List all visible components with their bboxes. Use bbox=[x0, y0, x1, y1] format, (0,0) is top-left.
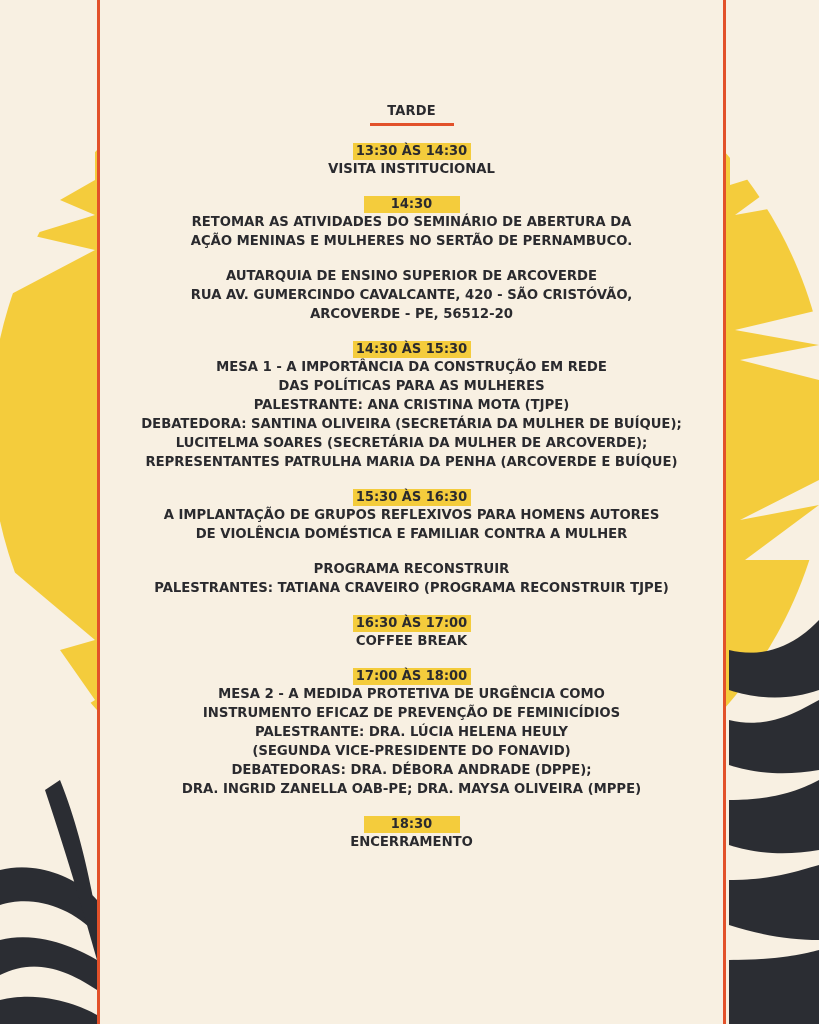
schedule-line: DE VIOLÊNCIA DOMÉSTICA E FAMILIAR CONTRA A MULHER bbox=[195, 527, 628, 542]
schedule-line: AÇÃO MENINAS E MULHERES NO SERTÃO DE PERNAMBUCO. bbox=[190, 234, 633, 249]
schedule-content bbox=[100, 100, 723, 852]
schedule-time-badge: 13:30 ÀS 14:30 bbox=[353, 143, 471, 160]
palm-leaf-right bbox=[729, 620, 819, 1024]
schedule-time-badge: 16:30 ÀS 17:00 bbox=[353, 615, 471, 632]
schedule-item bbox=[100, 140, 723, 179]
schedule-line: VISITA INSTITUCIONAL bbox=[328, 162, 495, 177]
schedule-line: PALESTRANTES: TATIANA CRAVEIRO (PROGRAMA RECONSTRUIR TJPE) bbox=[154, 581, 669, 596]
schedule-list bbox=[100, 140, 723, 852]
schedule-time-badge: 17:00 ÀS 18:00 bbox=[353, 668, 471, 685]
line-spacer bbox=[100, 544, 723, 560]
schedule-line: MESA 2 - A MEDIDA PROTETIVA DE URGÊNCIA COMO bbox=[218, 687, 605, 702]
schedule-line: PALESTRANTE: ANA CRISTINA MOTA (TJPE) bbox=[253, 398, 570, 413]
schedule-line: DEBATEDORAS: DRA. DÉBORA ANDRADE (DPPE); bbox=[231, 763, 592, 778]
schedule-line: PALESTRANTE: DRA. LÚCIA HELENA HEULY bbox=[255, 725, 568, 740]
schedule-time-badge: 18:30 bbox=[364, 816, 460, 833]
schedule-line: AUTARQUIA DE ENSINO SUPERIOR DE ARCOVERDE bbox=[226, 269, 597, 284]
schedule-line: ENCERRAMENTO bbox=[350, 835, 473, 850]
schedule-line: REPRESENTANTES PATRULHA MARIA DA PENHA (ARCOVERDE E BUÍQUE) bbox=[145, 455, 678, 470]
schedule-line: LUCITELMA SOARES (SECRETÁRIA DA MULHER DE ARCOVERDE); bbox=[175, 436, 648, 451]
line-spacer bbox=[100, 251, 723, 267]
schedule-item bbox=[100, 193, 723, 324]
schedule-line: RUA AV. GUMERCINDO CAVALCANTE, 420 - SÃO CRISTÓVÃO, bbox=[190, 288, 633, 303]
schedule-item bbox=[100, 665, 723, 799]
schedule-item bbox=[100, 813, 723, 852]
schedule-line: DEBATEDORA: SANTINA OLIVEIRA (SECRETÁRIA DA MULHER DE BUÍQUE); bbox=[141, 417, 682, 432]
schedule-item bbox=[100, 612, 723, 651]
schedule-line: MESA 1 - A IMPORTÂNCIA DA CONSTRUÇÃO EM REDE bbox=[216, 360, 607, 375]
schedule-line: A IMPLANTAÇÃO DE GRUPOS REFLEXIVOS PARA HOMENS AUTORES bbox=[163, 508, 660, 523]
schedule-line: COFFEE BREAK bbox=[355, 634, 468, 649]
schedule-line: DAS POLÍTICAS PARA AS MULHERES bbox=[278, 379, 545, 394]
schedule-time-badge: 14:30 bbox=[364, 196, 460, 213]
schedule-line: ARCOVERDE - PE, 56512-20 bbox=[310, 307, 513, 322]
schedule-time-badge: 15:30 ÀS 16:30 bbox=[353, 489, 471, 506]
section-title: TARDE bbox=[370, 104, 454, 126]
schedule-line: (SEGUNDA VICE-PRESIDENTE DO FONAVID) bbox=[252, 744, 571, 759]
schedule-item bbox=[100, 486, 723, 598]
schedule-line: INSTRUMENTO EFICAZ DE PREVENÇÃO DE FEMINICÍDIOS bbox=[202, 706, 621, 721]
schedule-line: PROGRAMA RECONSTRUIR bbox=[313, 562, 510, 577]
schedule-line: DRA. INGRID ZANELLA OAB-PE; DRA. MAYSA OLIVEIRA (MPPE) bbox=[181, 782, 642, 797]
schedule-time-badge: 14:30 ÀS 15:30 bbox=[353, 341, 471, 358]
schedule-line: RETOMAR AS ATIVIDADES DO SEMINÁRIO DE ABERTURA DA bbox=[191, 215, 632, 230]
schedule-panel bbox=[97, 0, 726, 1024]
schedule-item bbox=[100, 338, 723, 472]
palm-leaf-left bbox=[0, 780, 97, 1024]
